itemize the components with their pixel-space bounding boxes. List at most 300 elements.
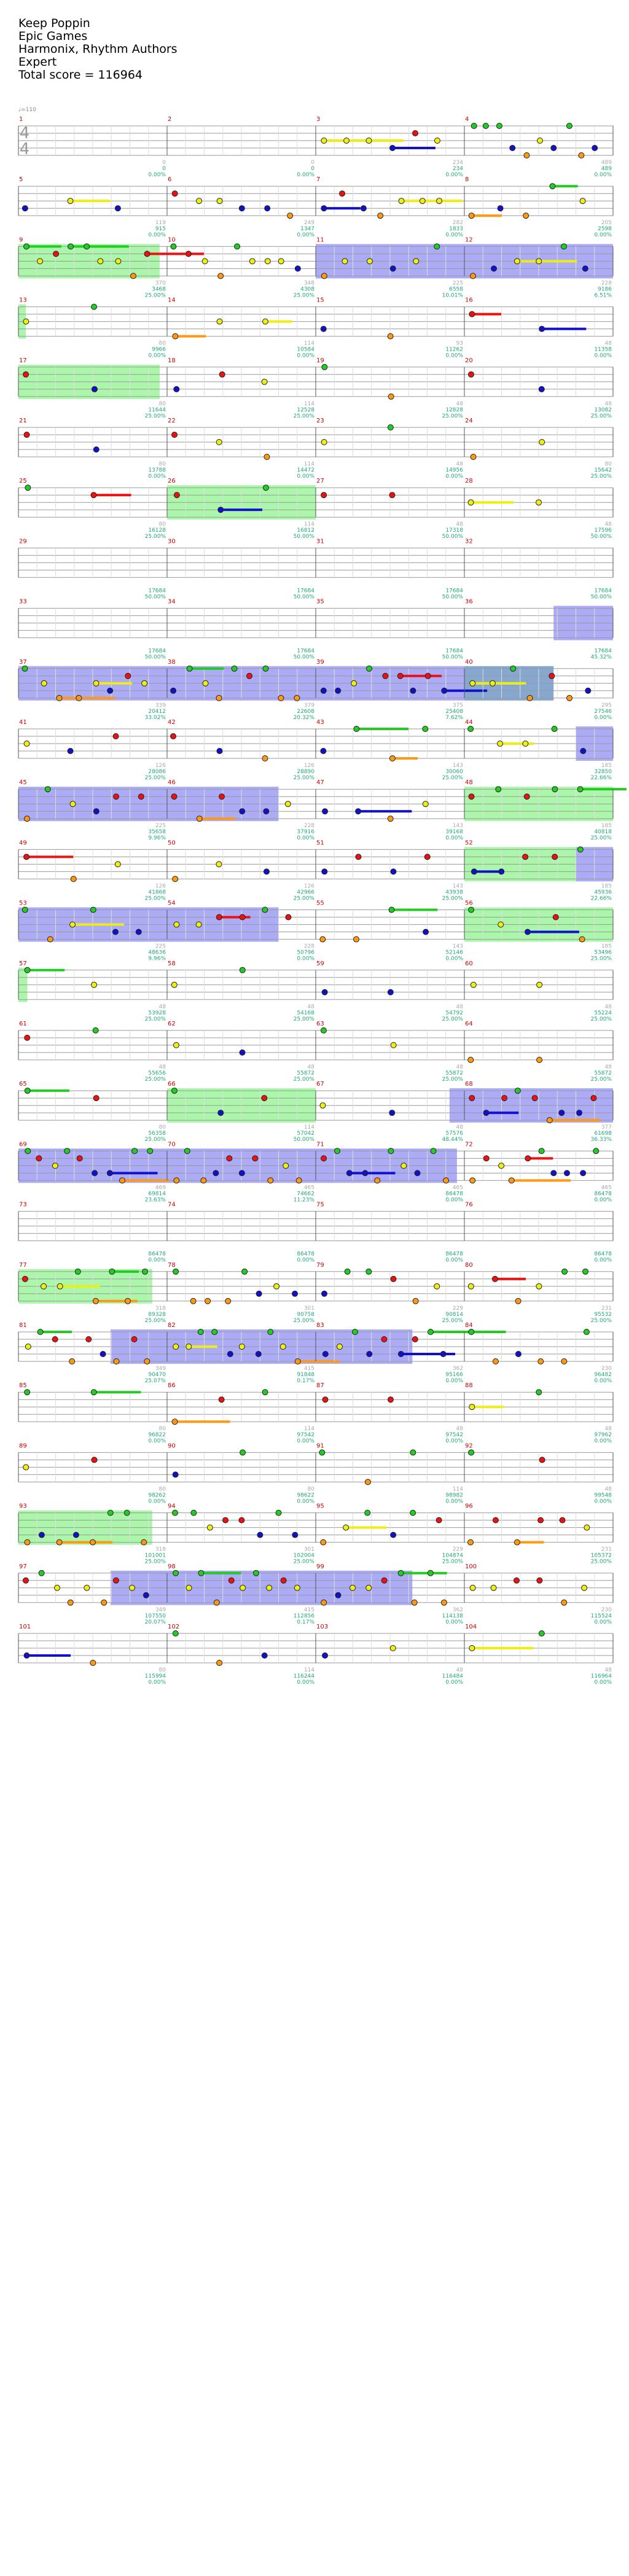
note-gem (25, 967, 30, 973)
note-gem (344, 138, 350, 144)
note-gem (264, 809, 269, 814)
sustain-tail (472, 682, 526, 685)
sustain-tail (27, 1654, 71, 1657)
note-gem (92, 386, 97, 392)
measure-score: 42966 (297, 889, 314, 896)
note-gem (174, 922, 179, 927)
measure-percent: 9.96% (148, 955, 166, 962)
measure-percent: 25.00% (590, 473, 612, 480)
note-gem (22, 907, 28, 912)
note-gem (23, 319, 29, 324)
note-count: 339 (155, 702, 166, 709)
note-gem (109, 1269, 115, 1274)
measure-score: 99548 (594, 1492, 612, 1499)
note-gem (389, 756, 395, 761)
note-gem (321, 273, 327, 279)
note-gem (491, 1585, 496, 1590)
measure-row (18, 599, 613, 661)
measure-percent: 50.00% (144, 594, 166, 601)
measure-score: 56358 (148, 1130, 166, 1137)
measure-score: 96822 (148, 1432, 166, 1439)
note-gem (143, 1269, 148, 1274)
note-gem (25, 1088, 30, 1094)
note-gem (25, 1539, 30, 1545)
note-gem (536, 500, 542, 505)
measure-score: 55656 (148, 1070, 166, 1076)
sustain-tail (486, 1111, 519, 1114)
measure-score: 11644 (148, 407, 166, 413)
note-gem (285, 801, 291, 807)
note-gem (412, 1600, 417, 1605)
sustain-tail (542, 328, 586, 330)
note-gem (292, 1532, 298, 1538)
measure-percent: 25.00% (144, 1016, 166, 1022)
note-gem (397, 673, 403, 679)
measure-score: 101001 (144, 1552, 166, 1559)
note-gem (198, 1329, 203, 1335)
measure-score: 17684 (297, 648, 314, 655)
note-gem (84, 244, 90, 249)
sustain-tail (147, 252, 204, 255)
note-gem (434, 138, 440, 144)
measure-percent: 25.00% (293, 413, 314, 419)
note-gem (493, 1517, 498, 1523)
note-count: 48 (456, 1667, 463, 1673)
measure-number: 52 (465, 839, 473, 847)
note-gem (172, 191, 178, 197)
note-count: 48 (604, 340, 612, 347)
measure-row (18, 236, 613, 298)
note-count: 469 (155, 1185, 166, 1191)
note-gem (591, 1095, 596, 1101)
measure-score: 115524 (590, 1613, 612, 1619)
measure-number: 16 (465, 297, 473, 304)
measure-score: 489 (601, 166, 612, 172)
measure-percent: 50.00% (293, 534, 314, 540)
measure-percent: 0.00% (148, 1257, 166, 1264)
note-gem (144, 1359, 150, 1364)
note-gem (113, 1578, 119, 1583)
measure-score: 39168 (445, 829, 463, 836)
note-gem (219, 794, 224, 800)
note-gem (492, 1276, 498, 1282)
note-gem (174, 1178, 179, 1183)
note-gem (25, 1148, 31, 1154)
measure-score: 9186 (598, 286, 612, 293)
measure-number: 57 (19, 960, 27, 967)
note-gem (539, 1148, 544, 1154)
note-gem (174, 492, 179, 498)
measure-percent: 25.00% (144, 413, 166, 419)
measure-percent: 0.00% (297, 172, 314, 178)
measure-percent: 25.00% (442, 895, 463, 902)
measure-percent: 0.00% (445, 352, 463, 359)
measure-row (18, 116, 613, 178)
note-gem (172, 1510, 178, 1516)
measure-score: 17684 (297, 588, 314, 594)
note-gem (322, 1653, 328, 1659)
measure-row (18, 900, 613, 962)
total-score-value: 116964 (98, 68, 143, 82)
measure-percent: 25.00% (144, 1317, 166, 1324)
note-count: 80 (158, 340, 166, 347)
sustain-tail (358, 810, 412, 812)
note-gem (90, 1660, 96, 1666)
measure-percent: 0.00% (297, 835, 314, 842)
note-gem (342, 259, 348, 264)
measure-score: 11358 (594, 346, 612, 353)
note-gem (366, 1269, 372, 1274)
measure-row (18, 1624, 613, 1686)
note-gem (322, 1397, 328, 1403)
note-gem (343, 1525, 349, 1530)
measure-number: 72 (465, 1141, 473, 1148)
measure-number: 33 (19, 598, 27, 605)
sustain-tail (175, 1420, 230, 1423)
note-count: 301 (303, 1305, 314, 1312)
note-count: 48 (604, 1003, 612, 1010)
measure-score: 9966 (152, 346, 166, 353)
sustain-tail (122, 1179, 170, 1181)
measure-number: 93 (19, 1503, 27, 1510)
measure-row (18, 478, 613, 540)
measure-row (18, 960, 613, 1022)
note-gem (286, 914, 291, 920)
measure-percent: 0.00% (445, 1679, 463, 1686)
note-gem (345, 1269, 350, 1274)
measure-percent: 25.00% (293, 1558, 314, 1565)
measure-percent: 0.00% (297, 232, 314, 239)
note-gem (471, 869, 477, 874)
note-count: 230 (601, 1366, 612, 1372)
note-count: 80 (158, 521, 166, 528)
note-gem (391, 869, 396, 874)
note-count: 80 (158, 400, 166, 407)
measure-score: 4308 (300, 286, 314, 293)
measure-percent: 7.62% (445, 714, 463, 721)
note-count: 114 (303, 1426, 314, 1433)
measure-number: 8 (465, 176, 469, 184)
measure-percent: 50.00% (442, 594, 463, 601)
note-gem (593, 1148, 599, 1154)
measure-number: 66 (168, 1081, 176, 1088)
note-gem (483, 123, 488, 129)
note-count: 80 (158, 1124, 166, 1131)
note-gem (538, 1359, 544, 1364)
note-gem (537, 138, 542, 144)
measure-percent: 50.00% (590, 534, 612, 540)
measure-number: 4 (465, 116, 469, 123)
sustain-tail (472, 1647, 533, 1649)
note-gem (287, 213, 293, 219)
note-gem (498, 206, 503, 211)
note-gem (434, 1283, 440, 1289)
note-gem (107, 1170, 112, 1176)
note-gem (423, 726, 428, 732)
measure-number: 81 (19, 1322, 27, 1329)
measure-percent: 0.00% (445, 955, 463, 962)
measure-number: 39 (316, 658, 324, 666)
sustain-tail (175, 335, 206, 338)
sustain-tail (60, 1285, 100, 1288)
note-gem (498, 922, 504, 927)
sustain-tail (112, 1270, 139, 1273)
measure-score: 28086 (148, 769, 166, 775)
measure-number: 69 (19, 1141, 27, 1148)
note-gem (388, 1148, 394, 1154)
note-gem (124, 1510, 130, 1516)
note-gem (515, 1088, 520, 1094)
measure-percent: 0.00% (148, 1679, 166, 1686)
note-gem (227, 1156, 232, 1161)
note-gem (186, 1344, 192, 1350)
note-gem (564, 1170, 569, 1176)
measure-score: 86478 (445, 1251, 463, 1258)
measure-score: 40818 (594, 829, 612, 836)
note-gem (173, 1570, 179, 1576)
measure-number: 79 (316, 1261, 324, 1269)
measure-number: 91 (316, 1442, 324, 1450)
note-gem (268, 1329, 273, 1335)
note-gem (539, 386, 544, 392)
note-gem (389, 907, 394, 912)
note-gem (173, 876, 178, 882)
note-gem (252, 1156, 258, 1161)
measure-percent: 0.00% (148, 352, 166, 359)
measure-score: 97542 (297, 1432, 314, 1439)
note-gem (138, 794, 144, 800)
note-gem (391, 1043, 396, 1048)
measure-number: 58 (168, 960, 176, 967)
note-gem (391, 1532, 396, 1538)
measure-percent: 25.00% (590, 1076, 612, 1083)
note-gem (470, 273, 475, 279)
sustain-tail (401, 1572, 447, 1574)
measure-percent: 0.00% (297, 352, 314, 359)
measure-percent: 0.00% (594, 1679, 612, 1686)
measure-score: 107550 (144, 1613, 166, 1619)
measure-score: 57576 (445, 1130, 463, 1137)
note-gem (147, 1148, 153, 1154)
measure-number: 49 (19, 839, 27, 847)
note-count: 349 (155, 1366, 166, 1372)
note-count: 370 (155, 280, 166, 287)
measure-score: 17684 (594, 648, 612, 655)
measure-number: 59 (316, 960, 324, 967)
note-gem (23, 1578, 28, 1583)
note-gem (410, 1450, 416, 1455)
measure-percent: 0.00% (297, 1498, 314, 1505)
note-gem (469, 1329, 474, 1335)
note-gem (537, 1578, 542, 1583)
measure-number: 65 (19, 1081, 27, 1088)
note-gem (321, 206, 327, 211)
note-gem (144, 251, 150, 257)
measure-number: 73 (19, 1201, 27, 1208)
note-count: 80 (158, 1486, 166, 1493)
note-gem (423, 801, 428, 807)
measure-percent: 22.66% (590, 775, 612, 781)
measure-number: 53 (19, 900, 27, 907)
sustain-tail (346, 1527, 387, 1529)
measure-score: 86478 (297, 1251, 314, 1258)
measure-percent: 0.00% (445, 1619, 463, 1625)
note-gem (425, 673, 431, 679)
measure-score: 17684 (594, 588, 612, 594)
measure-score: 6558 (449, 286, 463, 293)
note-count: 48 (456, 1003, 463, 1010)
note-gem (172, 1419, 178, 1425)
measure-row (18, 1382, 613, 1444)
measure-number: 42 (168, 719, 176, 726)
note-gem (320, 1103, 326, 1108)
note-gem (125, 673, 131, 679)
note-gem (41, 1283, 47, 1289)
measure-score: 52146 (445, 949, 463, 956)
measure-row (18, 1442, 613, 1504)
sustain-tail (28, 969, 65, 971)
measure-score: 115994 (144, 1673, 166, 1679)
note-gem (90, 1539, 96, 1545)
note-gem (115, 862, 120, 867)
sustain-tail (528, 931, 579, 933)
note-gem (201, 1178, 206, 1183)
note-gem (361, 206, 366, 211)
note-count: 225 (155, 943, 166, 950)
note-gem (436, 1517, 442, 1523)
measure-number: 24 (465, 418, 473, 424)
note-count: 225 (155, 823, 166, 830)
note-gem (262, 1653, 267, 1659)
measure-number: 50 (168, 839, 176, 847)
note-gem (334, 1148, 340, 1154)
note-count: 80 (158, 461, 166, 467)
measure-percent: 20.32% (293, 714, 314, 721)
note-gem (365, 1479, 370, 1485)
measure-percent: 25.00% (144, 1558, 166, 1565)
note-gem (398, 1570, 404, 1576)
note-count: 465 (601, 1185, 612, 1191)
measure-score: 3468 (152, 286, 166, 293)
note-gem (171, 982, 177, 987)
measure-number: 94 (168, 1503, 176, 1510)
note-gem (107, 1510, 113, 1516)
note-gem (335, 688, 341, 693)
measure-score: 22608 (297, 708, 314, 715)
measure-percent: 0.00% (148, 473, 166, 480)
measure-percent: 0.17% (297, 1619, 314, 1625)
note-gem (257, 1532, 263, 1538)
measure-score: 97542 (445, 1432, 463, 1439)
sustain-tail (400, 675, 442, 677)
measure-score: 86478 (594, 1191, 612, 1197)
note-gem (22, 1276, 28, 1282)
measure-score: 27546 (594, 708, 612, 715)
note-count: 80 (158, 1667, 166, 1673)
note-count: 114 (303, 1667, 314, 1673)
note-gem (413, 1298, 418, 1304)
note-count: 231 (601, 1305, 612, 1312)
measure-percent: 25.00% (144, 895, 166, 902)
measure-number: 84 (465, 1322, 473, 1329)
note-gem (131, 1337, 137, 1342)
sustain-tail (96, 1300, 138, 1302)
note-gem (321, 326, 326, 332)
note-gem (577, 787, 583, 792)
sustain-tail (350, 1172, 396, 1174)
measure-percent: 25.00% (590, 835, 612, 842)
note-gem (91, 1390, 96, 1395)
measure-percent: 0.00% (594, 232, 612, 239)
measure-percent: 0.00% (297, 1679, 314, 1686)
note-gem (76, 695, 82, 701)
note-count: 48 (456, 400, 463, 407)
note-gem (77, 1156, 82, 1161)
measure-score: 98262 (148, 1492, 166, 1499)
note-gem (561, 1600, 567, 1605)
note-gem (496, 787, 501, 792)
measure-number: 23 (316, 418, 324, 424)
note-gem (366, 1585, 372, 1590)
note-gem (470, 1585, 475, 1590)
note-gem (187, 666, 192, 671)
note-count: 415 (303, 1366, 314, 1372)
measure-number: 15 (316, 297, 324, 304)
sustain-tail (190, 667, 224, 670)
measure-number: 54 (168, 900, 176, 907)
measure-score: 28890 (297, 769, 314, 775)
note-count: 230 (601, 1606, 612, 1613)
chart-author: Harmonix, Rhythm Authors (18, 42, 178, 56)
note-count: 228 (601, 280, 612, 287)
measure-score: 98982 (445, 1492, 463, 1499)
note-count: 80 (158, 1426, 166, 1433)
note-gem (583, 1269, 588, 1274)
note-gem (242, 1269, 248, 1274)
note-gem (113, 929, 119, 935)
note-gem (383, 673, 388, 679)
note-gem (510, 666, 516, 671)
measure-percent: 25.00% (144, 775, 166, 781)
measure-score: 14472 (297, 467, 314, 473)
note-gem (93, 1095, 99, 1101)
note-count: 465 (303, 1185, 314, 1191)
note-gem (443, 1178, 449, 1183)
note-gem (538, 1517, 544, 1523)
measure-number: 90 (168, 1442, 176, 1450)
measure-percent: 0.00% (594, 172, 612, 178)
note-gem (510, 146, 515, 151)
sustain-tail (87, 245, 129, 247)
note-gem (321, 1539, 326, 1545)
measure-score: 57042 (297, 1130, 314, 1137)
measure-percent: 0.00% (594, 714, 612, 721)
measure-percent: 0.00% (445, 473, 463, 480)
measure-number: 75 (316, 1201, 324, 1208)
note-count: 114 (452, 1486, 463, 1493)
note-gem (92, 982, 97, 987)
note-count: 185 (601, 763, 612, 769)
note-gem (579, 936, 585, 942)
measure-row (18, 1322, 613, 1384)
measure-score: 17684 (445, 588, 463, 594)
measure-score: 55872 (297, 1070, 314, 1076)
note-gem (514, 1578, 519, 1583)
note-gem (207, 1525, 213, 1530)
measure-percent: 25.00% (293, 292, 314, 299)
measure-row (18, 719, 613, 781)
note-gem (470, 680, 475, 686)
